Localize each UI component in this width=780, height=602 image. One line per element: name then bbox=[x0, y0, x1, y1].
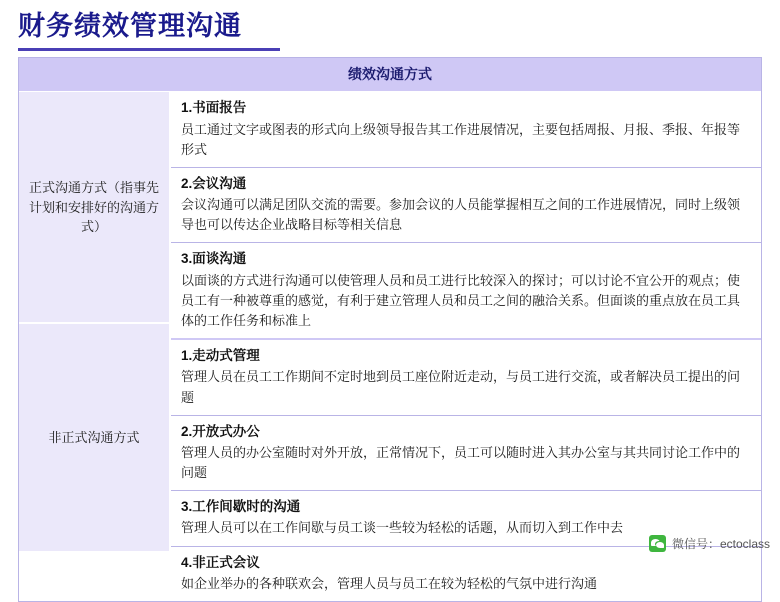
page-title: 财务绩效管理沟通 bbox=[18, 11, 242, 41]
item-body: 以面谈的方式进行沟通可以使管理人员和员工进行比较深入的探讨；可以讨论不宜公开的观点；使员工有一种被尊重的感觉，有利于建立管理人员和员工之间的融洽关系。但面谈的重点放在员工具体的工作任务和标准上 bbox=[181, 272, 741, 328]
item-title: 2.开放式办公 bbox=[181, 423, 260, 439]
item-title: 1.走动式管理 bbox=[181, 348, 260, 364]
item-body: 会议沟通可以满足团队交流的需要。参加会议的人员能掌握相互之间的工作进展情况，同时上级领导也可以传达企业战略目标等相关信息 bbox=[181, 197, 741, 233]
list-item bbox=[171, 243, 761, 338]
item-title: 4.非正式会议 bbox=[181, 554, 260, 570]
item-body: 员工通过文字或图表的形式向上级领导报告其工作进展情况，主要包括周报、月报、季报、年报等形式 bbox=[181, 121, 741, 157]
category-column bbox=[19, 92, 171, 601]
detail-group-informal bbox=[171, 338, 761, 601]
list-item bbox=[171, 168, 761, 244]
category-cell-informal: 非正式沟通方式 bbox=[19, 322, 169, 551]
watermark bbox=[649, 535, 770, 552]
item-body: 如企业举办的各种联欢会，管理人员与员工在较为轻松的气氛中进行沟通 bbox=[181, 575, 598, 591]
list-item bbox=[171, 416, 761, 492]
detail-group-formal bbox=[171, 92, 761, 338]
communication-methods-table bbox=[18, 57, 762, 602]
item-title: 1.书面报告 bbox=[181, 100, 247, 116]
item-title: 3.面谈沟通 bbox=[181, 251, 247, 267]
item-body: 管理人员的办公室随时对外开放，正常情况下，员工可以随时进入其办公室与其共同讨论工作中的问题 bbox=[181, 444, 741, 481]
watermark-text: 微信号：ectoclass bbox=[671, 537, 770, 551]
detail-column bbox=[171, 92, 761, 601]
category-cell-formal: 正式沟通方式（指事先计划和安排好的沟通方式） bbox=[19, 92, 169, 322]
wechat-icon bbox=[649, 535, 666, 552]
item-body: 管理人员可以在工作间歇与员工谈一些较为轻松的话题，从而切入到工作中去 bbox=[181, 520, 624, 536]
title-underline bbox=[18, 48, 280, 51]
item-body: 管理人员在员工工作期间不定时地到员工座位附近走动，与员工进行交流，或者解决员工提出的问题 bbox=[181, 369, 741, 405]
list-item bbox=[171, 547, 761, 601]
list-item bbox=[171, 340, 761, 416]
table-body bbox=[19, 92, 761, 601]
list-item bbox=[171, 92, 761, 168]
item-title: 3.工作间歇时的沟通 bbox=[181, 499, 301, 515]
table-header: 绩效沟通方式 bbox=[19, 58, 761, 92]
item-title: 2.会议沟通 bbox=[181, 175, 247, 191]
